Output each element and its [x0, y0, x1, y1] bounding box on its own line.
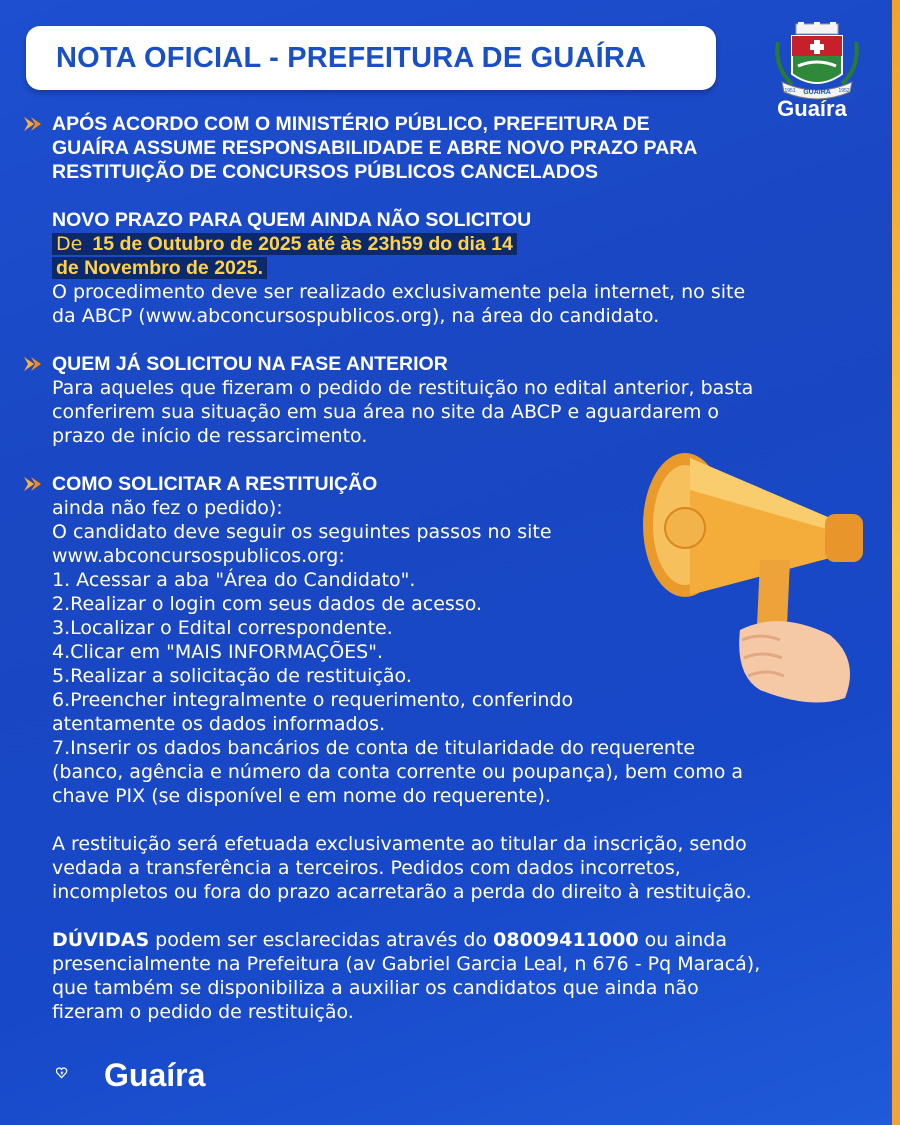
body-text-line: incompletos ou fora do prazo acarretarão a perda do direito à restituição.	[52, 881, 752, 903]
body-text-line: que também se disponibiliza a auxiliar os candidatos que ainda não	[52, 977, 699, 999]
body-text-line: da ABCP (www.abconcursospublicos.org), na área do candidato.	[52, 305, 660, 327]
phone-number: 08009411000	[493, 929, 639, 951]
questions-text-tail: ou ainda	[638, 929, 728, 951]
step-item: 6.Preencher integralmente o requerimento, conferindo	[52, 689, 574, 711]
deadline-dates: 15 de Outubro de 2025 até às 23h59 do dia 14	[88, 233, 517, 255]
body-text-line: fizeram o pedido de restituição.	[52, 1001, 354, 1023]
heart-g-logo-icon	[56, 1050, 102, 1096]
questions-label: DÚVIDAS	[52, 929, 150, 951]
footer-logo-text: Guaíra	[104, 1057, 206, 1093]
step-item: 1. Acessar a aba "Área do Candidato".	[52, 569, 416, 591]
deadline-line-1	[52, 232, 852, 256]
body-text-line: www.abconcursospublicos.org:	[52, 545, 345, 567]
crest-ribbon-text: GUAIRA	[803, 89, 831, 96]
new-deadline-heading: NOVO PRAZO PARA QUEM AINDA NÃO SOLICITOU	[52, 209, 532, 231]
deadline-line-2	[52, 256, 852, 280]
section-restitution-terms	[52, 832, 852, 904]
step-item: 2.Realizar o login com seus dados de acesso.	[52, 593, 483, 615]
chevron-right-icon	[22, 355, 44, 373]
crest-city-name: Guaíra	[777, 96, 847, 121]
questions-lead-line	[52, 928, 852, 952]
chevron-right-icon	[22, 475, 44, 493]
right-edge-stripe	[892, 0, 900, 1125]
page-title: NOTA OFICIAL - PREFEITURA DE GUAÍRA	[56, 41, 647, 74]
body-text-line: Para aqueles que fizeram o pedido de restituição no edital anterior, basta	[52, 377, 754, 399]
section-heading: QUEM JÁ SOLICITOU NA FASE ANTERIOR	[52, 353, 448, 375]
chevron-right-icon	[22, 115, 44, 133]
deadline-dates-end: de Novembro de 2025.	[52, 257, 267, 279]
body-text-line: ainda não fez o pedido):	[52, 497, 283, 519]
section-heading: COMO SOLICITAR A RESTITUIÇÃO	[52, 473, 378, 495]
body-text-line: conferirem sua situação em sua área no site da ABCP e aguardarem o	[52, 401, 719, 423]
megaphone-illustration	[630, 440, 880, 710]
body-text-line: O candidato deve seguir os seguintes passos no site	[52, 521, 552, 543]
step-item: 7.Inserir os dados bancários de conta de titularidade do requerente	[52, 737, 696, 759]
section-heading-line: GUAÍRA ASSUME RESPONSABILIDADE E ABRE NOVO PRAZO PARA	[52, 137, 698, 159]
crest-year-right: 1952	[838, 88, 850, 94]
step-item-continued: chave PIX (se disponível e em nome do requerente).	[52, 785, 551, 807]
crest-year-left: 1951	[784, 88, 796, 94]
step-item: 5.Realizar a solicitação de restituição.	[52, 665, 412, 687]
body-text-line: A restituição será efetuada exclusivamente ao titular da inscrição, sendo	[52, 833, 747, 855]
section-heading-line: RESTITUIÇÃO DE CONCURSOS PÚBLICOS CANCELADOS	[52, 161, 599, 183]
body-text-line: O procedimento deve ser realizado exclusivamente pela internet, no site	[52, 281, 746, 303]
body-text-line: prazo de início de ressarcimento.	[52, 425, 368, 447]
section-heading-line: APÓS ACORDO COM O MINISTÉRIO PÚBLICO, PREFEITURA DE	[52, 113, 650, 135]
deadline-prefix: De	[52, 233, 88, 255]
step-item: 4.Clicar em "MAIS INFORMAÇÕES".	[52, 641, 383, 663]
body-text-line: vedada a transferência a terceiros. Pedidos com dados incorretos,	[52, 857, 681, 879]
questions-text: podem ser esclarecidas através do	[149, 929, 494, 951]
step-item-continued: (banco, agência e número da conta corrente ou poupança), bem como a	[52, 761, 744, 783]
section-questions	[52, 928, 852, 1024]
section-already-requested	[52, 352, 852, 448]
title-banner	[26, 26, 716, 90]
body-text-line: presencialmente na Prefeitura (av Gabriel Garcia Leal, n 676 - Pq Maracá),	[52, 953, 761, 975]
step-item-continued: atentamente os dados informados.	[52, 713, 386, 735]
section-agreement	[52, 112, 852, 328]
step-item: 3.Localizar o Edital correspondente.	[52, 617, 393, 639]
